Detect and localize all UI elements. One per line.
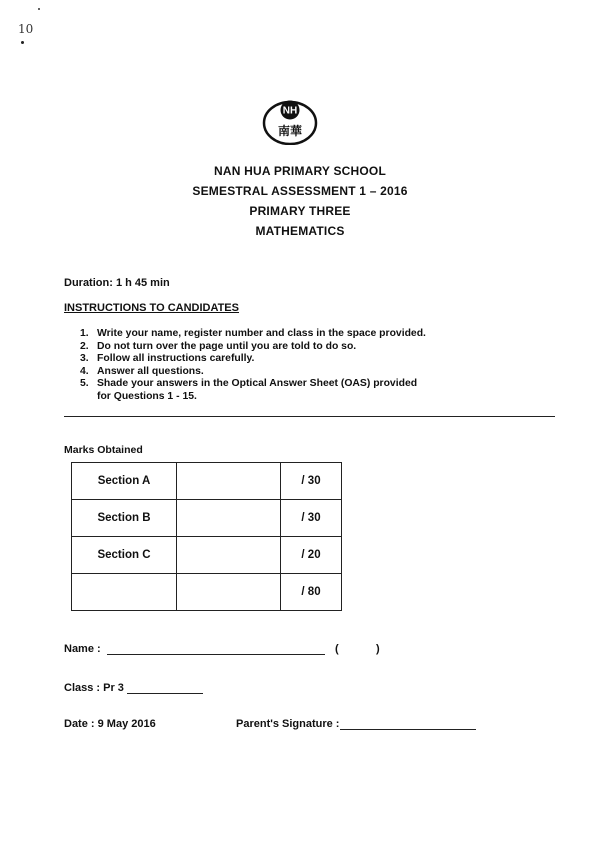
register-paren-open: ( xyxy=(335,643,339,655)
handwritten-page-number: 10 xyxy=(18,22,34,36)
marks-obtained-label: Marks Obtained xyxy=(64,444,143,456)
instruction-item: 5. Shade your answers in the Optical Answer Sheet (OAS) provided xyxy=(80,378,418,390)
table-row xyxy=(72,463,342,500)
instruction-item: 1. Write your name, register number and class in the space provided. xyxy=(80,328,426,339)
school-name: NAN HUA PRIMARY SCHOOL xyxy=(214,164,386,178)
instruction-item: 2. Do not turn over the page until you are told to do so. xyxy=(80,340,357,352)
speck xyxy=(38,8,40,10)
section-cell: Section B xyxy=(72,500,177,537)
name-label: Name : xyxy=(64,643,101,655)
signature-blank[interactable] xyxy=(340,720,476,730)
table-row xyxy=(72,537,342,574)
class-field xyxy=(64,682,203,694)
logo-initials: NH xyxy=(282,105,298,117)
signature-label: Parent's Signature : xyxy=(236,718,340,730)
section-cell: Section A xyxy=(72,463,177,500)
total-cell: / 30 xyxy=(281,463,342,500)
speck xyxy=(21,41,24,44)
class-blank[interactable] xyxy=(127,684,203,694)
marks-entry-cell[interactable] xyxy=(177,500,281,537)
date-field: Date : 9 May 2016 xyxy=(64,718,156,730)
signature-field xyxy=(236,718,476,730)
total-cell: / 30 xyxy=(281,500,342,537)
instruction-continuation: for Questions 1 - 15. xyxy=(97,390,197,402)
section-cell xyxy=(72,574,177,611)
school-logo xyxy=(262,97,318,145)
class-label: Class : Pr 3 xyxy=(64,682,124,694)
subject-title: MATHEMATICS xyxy=(255,224,345,238)
assessment-title: SEMESTRAL ASSESSMENT 1 – 2016 xyxy=(192,184,408,198)
level-title: PRIMARY THREE xyxy=(249,204,351,218)
section-cell: Section C xyxy=(72,537,177,574)
register-paren-close: ) xyxy=(376,643,380,655)
name-field xyxy=(64,643,325,655)
marks-entry-cell[interactable] xyxy=(177,537,281,574)
instructions-list xyxy=(80,328,426,404)
marks-table xyxy=(71,462,342,611)
total-cell: / 20 xyxy=(281,537,342,574)
duration: Duration: 1 h 45 min xyxy=(64,277,170,289)
instruction-item: 3. Follow all instructions carefully. xyxy=(80,353,255,365)
table-row xyxy=(72,500,342,537)
table-row xyxy=(72,574,342,611)
instruction-item: 4. Answer all questions. xyxy=(80,365,204,377)
name-blank[interactable] xyxy=(107,645,325,655)
divider xyxy=(64,416,555,417)
marks-entry-cell[interactable] xyxy=(177,574,281,611)
instructions-heading: INSTRUCTIONS TO CANDIDATES xyxy=(64,302,239,314)
total-cell: / 80 xyxy=(281,574,342,611)
logo-chinese-text: 南華 xyxy=(277,124,303,138)
marks-entry-cell[interactable] xyxy=(177,463,281,500)
